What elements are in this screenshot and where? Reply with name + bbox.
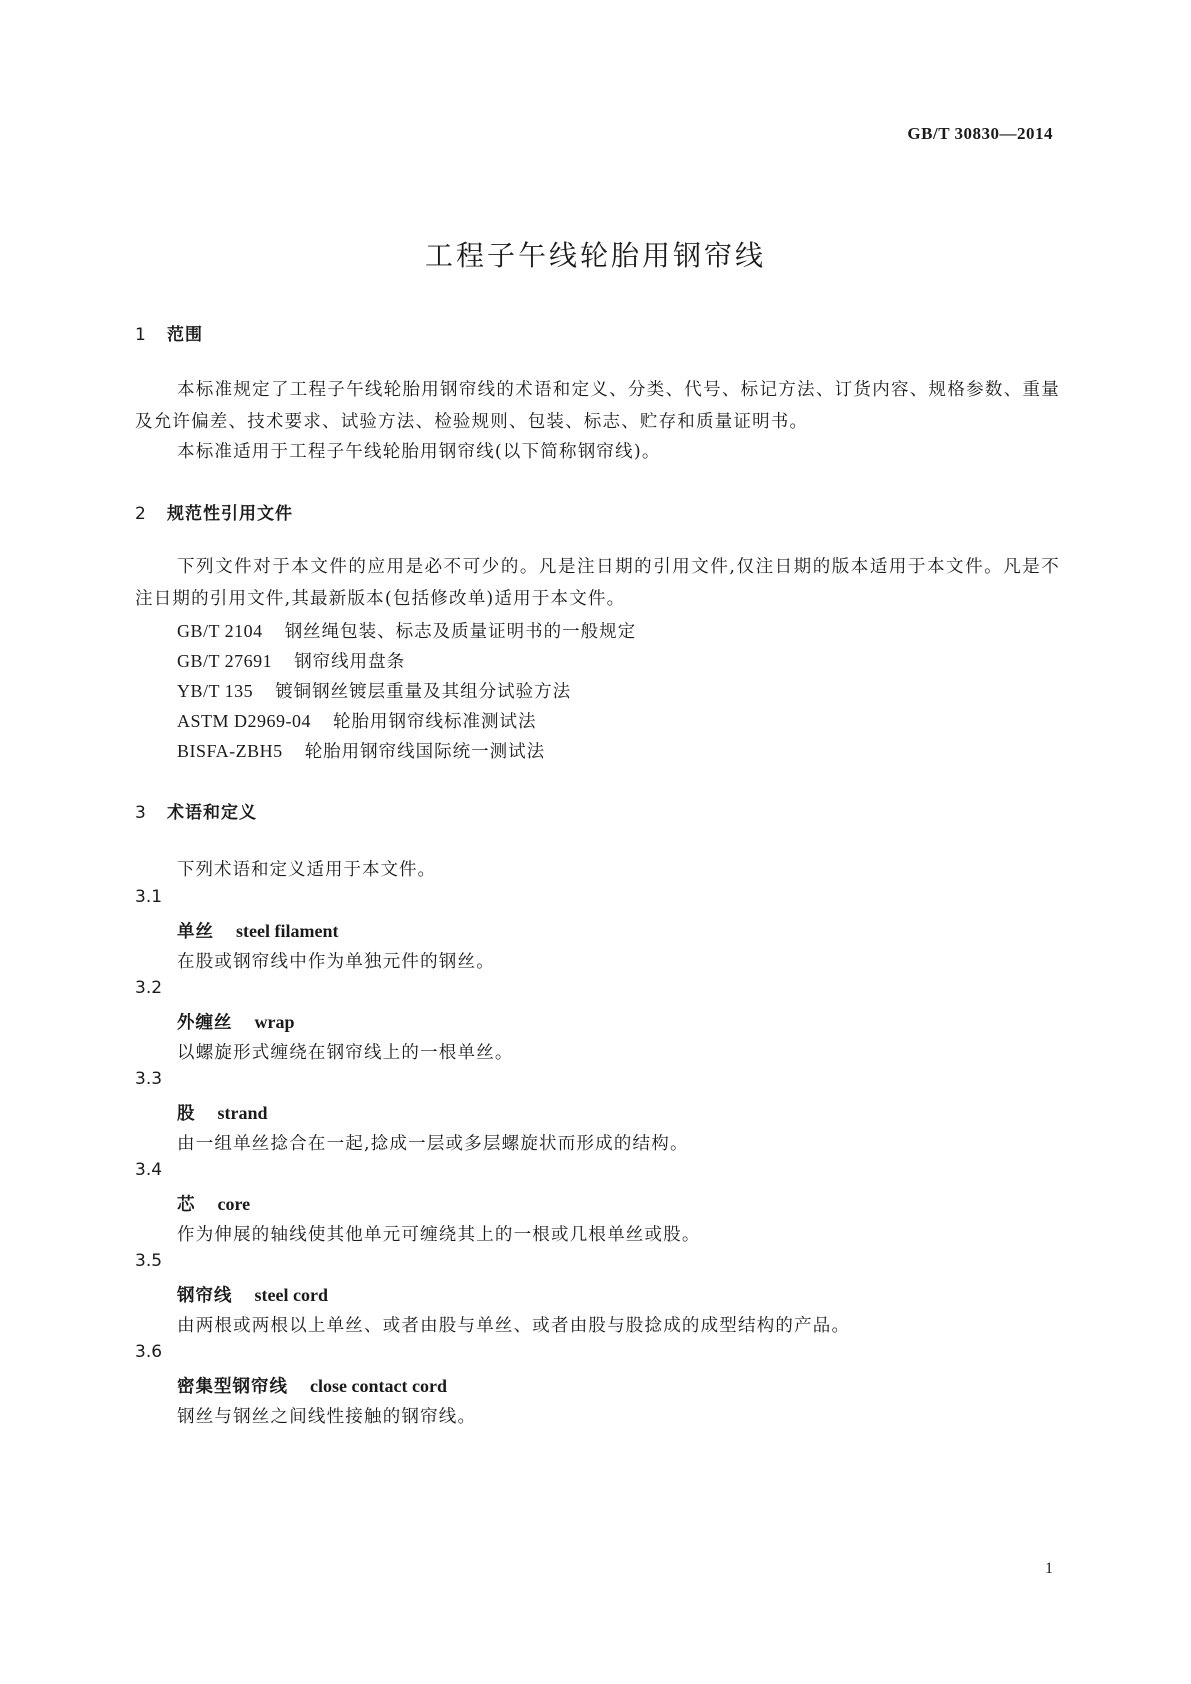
terms-intro: 下列术语和定义适用于本文件。 bbox=[177, 860, 436, 880]
section-number: 3 bbox=[135, 803, 146, 823]
term-definition: 由两根或两根以上单丝、或者由股与单丝、或者由股与股捻成的成型结构的产品。 bbox=[177, 1316, 851, 1336]
reference-item bbox=[177, 648, 405, 673]
term-definition: 由一组单丝捻合在一起,捻成一层或多层螺旋状而形成的结构。 bbox=[177, 1134, 689, 1154]
standard-number: GB/T 30830—2014 bbox=[907, 124, 1053, 143]
term-zh: 外缠丝 bbox=[177, 1013, 233, 1033]
reference-title: 镀铜钢丝镀层重量及其组分试验方法 bbox=[275, 682, 572, 702]
section-heading-normative-references bbox=[135, 499, 293, 524]
term-definition: 在股或钢帘线中作为单独元件的钢丝。 bbox=[177, 952, 495, 972]
term-en: steel filament bbox=[236, 921, 339, 941]
reference-item bbox=[177, 738, 545, 763]
reference-title: 轮胎用钢帘线国际统一测试法 bbox=[304, 742, 546, 762]
term-zh: 钢帘线 bbox=[177, 1286, 233, 1306]
term-zh: 单丝 bbox=[177, 922, 214, 942]
term-en: strand bbox=[217, 1103, 268, 1123]
term-definition: 以螺旋形式缠绕在钢帘线上的一根单丝。 bbox=[177, 1043, 514, 1063]
term-zh: 密集型钢帘线 bbox=[177, 1377, 288, 1397]
reference-code: BISFA-ZBH5 bbox=[177, 741, 283, 761]
term-definition: 作为伸展的轴线使其他单元可缠绕其上的一根或几根单丝或股。 bbox=[177, 1225, 701, 1245]
section-heading-terms bbox=[135, 798, 257, 823]
term-en: steel cord bbox=[254, 1285, 328, 1305]
section-number: 2 bbox=[135, 504, 146, 524]
term-en: core bbox=[217, 1194, 251, 1214]
reference-title: 钢帘线用盘条 bbox=[294, 652, 406, 672]
reference-code: GB/T 27691 bbox=[177, 651, 273, 671]
term-en: close contact cord bbox=[310, 1376, 447, 1396]
term-number: 3.4 bbox=[135, 1160, 163, 1180]
term-definition: 钢丝与钢丝之间线性接触的钢帘线。 bbox=[177, 1407, 477, 1427]
reference-item bbox=[177, 618, 636, 643]
term-number: 3.3 bbox=[135, 1069, 163, 1089]
term-heading bbox=[177, 1100, 268, 1125]
term-heading bbox=[177, 1373, 447, 1398]
term-number: 3.2 bbox=[135, 978, 163, 998]
section-title: 术语和定义 bbox=[167, 803, 257, 823]
section-heading-scope bbox=[135, 320, 203, 345]
term-number: 3.1 bbox=[135, 887, 163, 907]
term-number: 3.5 bbox=[135, 1251, 163, 1271]
term-heading bbox=[177, 1282, 328, 1307]
section-title: 规范性引用文件 bbox=[167, 504, 293, 524]
term-zh: 芯 bbox=[177, 1195, 196, 1215]
page-number: 1 bbox=[1045, 1560, 1053, 1577]
term-heading bbox=[177, 918, 338, 943]
reference-item bbox=[177, 678, 571, 703]
document-title: 工程子午线轮胎用钢帘线 bbox=[424, 239, 766, 272]
term-number: 3.6 bbox=[135, 1342, 163, 1362]
term-heading bbox=[177, 1191, 250, 1216]
reference-code: ASTM D2969-04 bbox=[177, 711, 312, 731]
scope-paragraph-1: 本标准规定了工程子午线轮胎用钢帘线的术语和定义、分类、代号、标记方法、订货内容、规格参数、重量及允许偏差、技术要求、试验方法、检验规则、包装、标志、贮存和质量证明书。 bbox=[135, 380, 1060, 432]
section-number: 1 bbox=[135, 325, 146, 345]
reference-code: GB/T 2104 bbox=[177, 621, 263, 641]
reference-title: 钢丝绳包装、标志及质量证明书的一般规定 bbox=[284, 622, 637, 642]
reference-title: 轮胎用钢帘线标准测试法 bbox=[333, 712, 537, 732]
reference-code: YB/T 135 bbox=[177, 681, 254, 701]
section-title: 范围 bbox=[167, 325, 203, 345]
term-heading bbox=[177, 1009, 295, 1034]
reference-item bbox=[177, 708, 537, 733]
scope-paragraph-2: 本标准适用于工程子午线轮胎用钢帘线(以下简称钢帘线)。 bbox=[177, 442, 661, 462]
references-intro: 下列文件对于本文件的应用是必不可少的。凡是注日期的引用文件,仅注日期的版本适用于本文件。凡是不注日期的引用文件,其最新版本(包括修改单)适用于本文件。 bbox=[135, 557, 1060, 609]
term-zh: 股 bbox=[177, 1104, 196, 1124]
term-en: wrap bbox=[254, 1012, 295, 1032]
